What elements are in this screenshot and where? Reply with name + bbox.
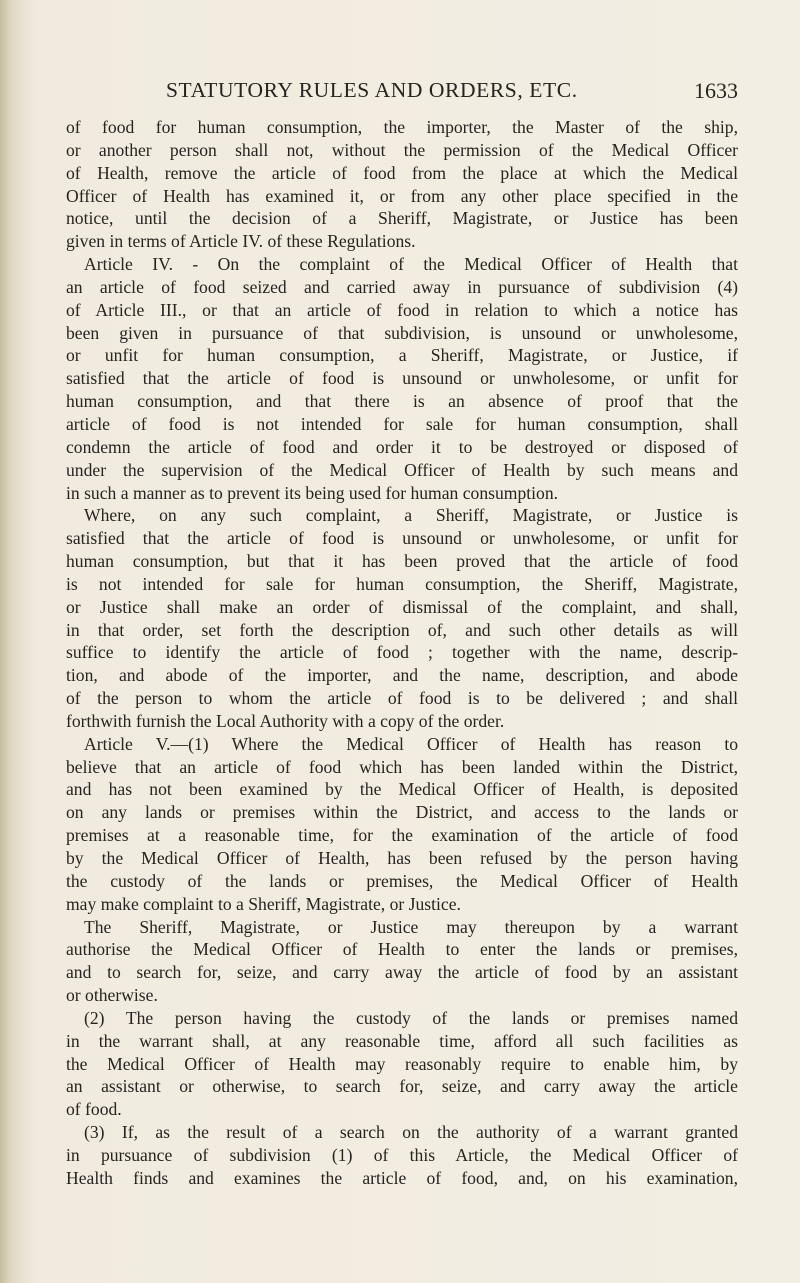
text-line: (2) The person having the custody of the lands or premises named [84,1007,738,1028]
text-line: by the Medical Officer of Health, has been refused by the person having [66,848,738,868]
running-head: STATUTORY RULES AND ORDERS, ETC. [166,78,578,102]
text-line: under the supervision of the Medical Officer of Health by such means and [66,459,738,480]
text-line: condemn the article of food and order it to be destroyed or disposed of [66,436,738,457]
text-line: The Sheriff, Magistrate, or Justice may thereupon by a warrant [84,916,738,937]
text-line: of Health, remove the article of food from the place at which the Medical [66,162,738,183]
text-line: believe that an article of food which has been landed within the District, [66,756,738,777]
text-line: an assistant or otherwise, to search for, seize, and carry away the article [66,1076,738,1097]
text-line: satisfied that the article of food is unsound or unwholesome, or unfit for [66,528,738,549]
text-line: may make complaint to a Sheriff, Magistrate, or Justice. [66,893,461,914]
text-line: on any lands or premises within the District, and access to the lands or [66,802,738,823]
text-line: in pursuance of subdivision (1) of this Article, the Medical Officer of [66,1144,738,1165]
text-line: is not intended for sale for human consumption, the Sheriff, Magistrate, [66,573,738,594]
text-line: of food. [66,1099,122,1120]
text-line: or Justice shall make an order of dismissal of the complaint, and shall, [66,596,738,617]
text-line: or unfit for human consumption, a Sheriff, Magistrate, or Justice, if [66,345,738,366]
text-line: of the person to whom the article of food is to be delivered ; and shall [66,688,738,709]
text-line: suffice to identify the article of food ; together with the name, descrip- [66,642,738,663]
text-line: forthwith furnish the Local Authority with a copy of the order. [66,710,505,731]
text-line: Health finds and examines the article of food, and, on his examination, [66,1167,738,1188]
text-line: premises at a reasonable time, for the examination of the article of food [66,825,738,846]
text-line: and to search for, seize, and carry away the article of food by an assistant [66,962,738,983]
text-line: Where, on any such complaint, a Sheriff, Magistrate, or Justice is [84,505,738,526]
text-line: human consumption, and that there is an absence of proof that the [66,391,738,412]
text-line: Article V.—(1) Where the Medical Officer of Health has reason to [84,733,738,754]
text-line: tion, and abode of the importer, and the name, description, and abode [66,665,738,686]
text-line: satisfied that the article of food is unsound or unwholesome, or unfit for [66,368,738,389]
text-line: and has not been examined by the Medical Officer of Health, is deposited [66,779,738,800]
text-line: of Article III., or that an article of food in relation to which a notice has [66,299,738,320]
text-line: the Medical Officer of Health may reasonably require to enable him, by [66,1053,738,1074]
page-binding-edge [0,0,28,1283]
text-line: (3) If, as the result of a search on the authority of a warrant granted [84,1122,738,1143]
text-line: in such a manner as to prevent its being used for human consumption. [66,482,559,503]
text-line: notice, until the decision of a Sheriff, Magistrate, or Justice has been [66,208,738,229]
text-line: been given in pursuance of that subdivision, is unsound or unwholesome, [66,322,738,343]
text-line: an article of food seized and carried away in pursuance of subdivision (4) [66,276,738,297]
text-line: Officer of Health has examined it, or from any other place specified in the [66,185,738,206]
page-header [66,78,738,110]
text-line: or otherwise. [66,985,158,1006]
text-line: authorise the Medical Officer of Health to enter the lands or premises, [66,939,738,960]
text-line: in the warrant shall, at any reasonable time, afford all such facilities as [66,1030,738,1051]
body-text [66,116,738,1190]
text-line: the custody of the lands or premises, the Medical Officer of Health [66,870,738,891]
text-line: of food for human consumption, the importer, the Master of the ship, [66,117,738,137]
text-line: article of food is not intended for sale for human consumption, shall [66,413,738,434]
text-line: or another person shall not, without the permission of the Medical Officer [66,139,738,160]
text-line: in that order, set forth the description of, and such other details as will [66,619,738,640]
text-line: given in terms of Article IV. of these Regulations. [66,231,416,252]
text-line: human consumption, but that it has been proved that the article of food [66,551,738,572]
page-number: 1633 [694,78,738,103]
text-line: Article IV. - On the complaint of the Medical Officer of Health that [84,254,738,275]
